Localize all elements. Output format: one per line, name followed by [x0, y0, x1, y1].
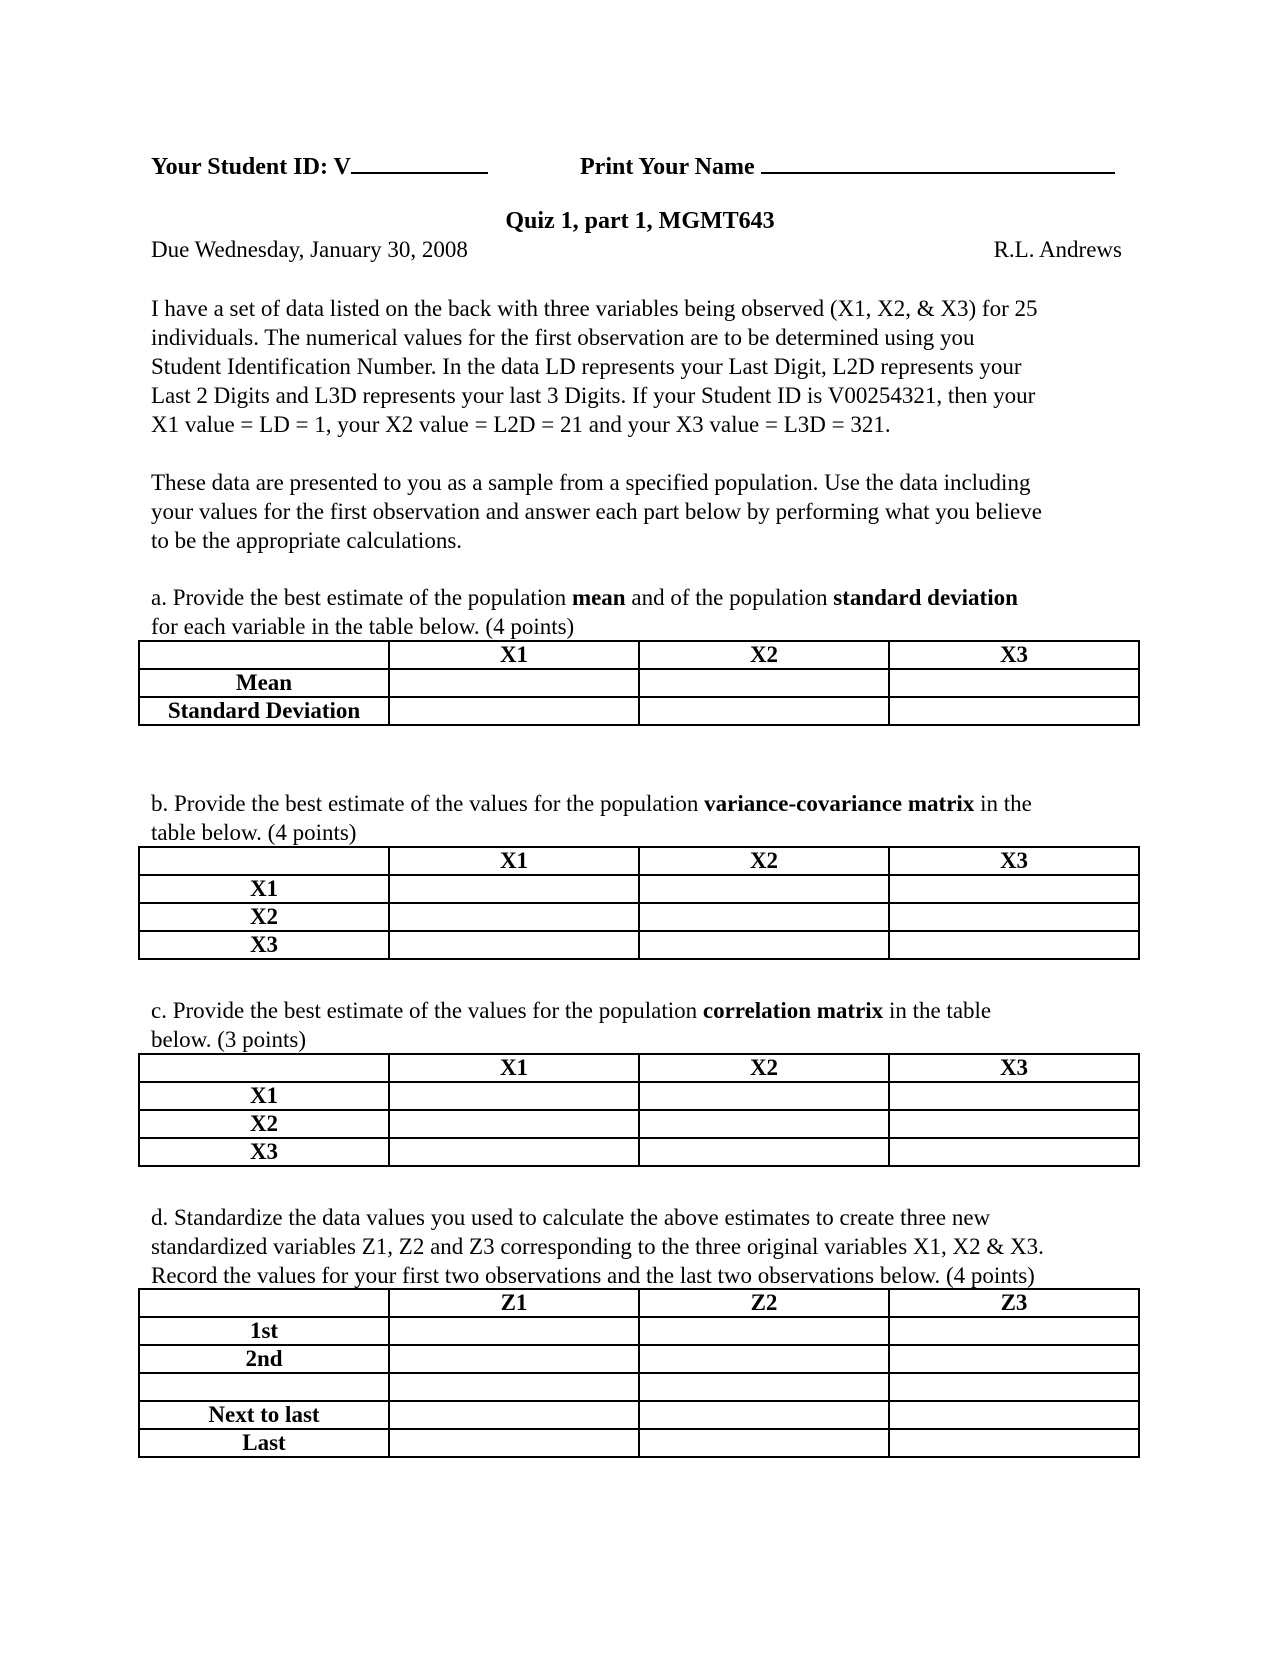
- answer-cell[interactable]: [639, 875, 889, 903]
- answer-cell[interactable]: [889, 1317, 1139, 1345]
- row-header: Mean: [139, 669, 389, 697]
- table-row: [139, 1317, 1139, 1345]
- answer-cell[interactable]: [639, 1110, 889, 1138]
- column-header: Z3: [889, 1289, 1139, 1317]
- table-row: [139, 931, 1139, 959]
- part-c-line-2: below. (3 points): [151, 1027, 307, 1052]
- table-row: [139, 697, 1139, 725]
- row-header: X3: [139, 931, 389, 959]
- answer-cell[interactable]: [389, 669, 639, 697]
- corner-cell: [139, 1054, 389, 1082]
- table-row: [139, 875, 1139, 903]
- row-header: [139, 1373, 389, 1401]
- column-header: Z1: [389, 1289, 639, 1317]
- answer-cell[interactable]: [889, 697, 1139, 725]
- student-id-field: [151, 150, 488, 181]
- answer-cell[interactable]: [389, 1401, 639, 1429]
- column-header: X2: [639, 847, 889, 875]
- answer-cell[interactable]: [889, 669, 1139, 697]
- part-c-prompt: [151, 996, 1131, 1054]
- answer-cell[interactable]: [389, 697, 639, 725]
- instructions-line: to be the appropriate calculations.: [151, 528, 463, 553]
- answer-cell[interactable]: [639, 1138, 889, 1166]
- part-a-prompt: [151, 583, 1131, 641]
- table-row: [139, 1401, 1139, 1429]
- answer-cell[interactable]: [889, 875, 1139, 903]
- row-header: 2nd: [139, 1345, 389, 1373]
- part-b-text: b. Provide the best estimate of the values for the population: [151, 791, 705, 816]
- answer-cell[interactable]: [639, 903, 889, 931]
- table-row: [139, 1082, 1139, 1110]
- column-header: X3: [889, 641, 1139, 669]
- answer-cell[interactable]: [889, 1138, 1139, 1166]
- part-b-line-2: table below. (4 points): [151, 820, 357, 845]
- intro-line: X1 value = LD = 1, your X2 value = L2D = 21 and your X3 value = L3D = 321.: [151, 412, 891, 437]
- row-header: X1: [139, 1082, 389, 1110]
- part-d-table: [138, 1288, 1140, 1458]
- part-d-line: d. Standardize the data values you used to calculate the above estimates to create three new: [151, 1205, 991, 1230]
- answer-cell[interactable]: [639, 931, 889, 959]
- column-header: X1: [389, 1054, 639, 1082]
- answer-cell[interactable]: [889, 1373, 1139, 1401]
- table-row: [139, 1345, 1139, 1373]
- table-row-spacer: [139, 1373, 1139, 1401]
- answer-cell[interactable]: [389, 1429, 639, 1457]
- answer-cell[interactable]: [389, 1345, 639, 1373]
- part-d-prompt: [151, 1203, 1131, 1290]
- answer-cell[interactable]: [639, 1317, 889, 1345]
- row-header: Next to last: [139, 1401, 389, 1429]
- part-d-line: Record the values for your first two observations and the last two observations below. (4 points): [151, 1263, 1035, 1288]
- column-header: X2: [639, 1054, 889, 1082]
- intro-line: individuals. The numerical values for the first observation are to be determined using you: [151, 325, 975, 350]
- column-header: Z2: [639, 1289, 889, 1317]
- row-header: Last: [139, 1429, 389, 1457]
- part-b-keyword: variance-covariance matrix: [704, 791, 975, 816]
- table-row: [139, 1110, 1139, 1138]
- column-header: X3: [889, 1054, 1139, 1082]
- part-c-text: c. Provide the best estimate of the values for the population: [151, 998, 703, 1023]
- name-label: Print Your Name: [580, 154, 755, 180]
- answer-cell[interactable]: [389, 1317, 639, 1345]
- column-header: X1: [389, 641, 639, 669]
- instructions-line: your values for the first observation and answer each part below by performing what you believe: [151, 499, 1042, 524]
- author: R.L. Andrews: [993, 237, 1122, 262]
- part-a-keyword-mean: mean: [571, 585, 626, 610]
- answer-cell[interactable]: [389, 1373, 639, 1401]
- intro-line: Student Identification Number. In the data LD represents your Last Digit, L2D represents your: [151, 354, 1022, 379]
- part-b-text: in the: [974, 791, 1032, 816]
- answer-cell[interactable]: [639, 1082, 889, 1110]
- row-header: X2: [139, 1110, 389, 1138]
- student-id-label: Your Student ID: V: [151, 154, 351, 180]
- instructions-line: These data are presented to you as a sample from a specified population. Use the data including: [151, 470, 1031, 495]
- name-field: [580, 150, 1115, 181]
- corner-cell: [139, 1289, 389, 1317]
- answer-cell[interactable]: [389, 931, 639, 959]
- table-header-row: [139, 641, 1139, 669]
- table-header-row: [139, 847, 1139, 875]
- answer-cell[interactable]: [639, 697, 889, 725]
- corner-cell: [139, 847, 389, 875]
- answer-cell[interactable]: [889, 1429, 1139, 1457]
- part-a-line-1: [151, 583, 1131, 612]
- column-header: X2: [639, 641, 889, 669]
- table-header-row: [139, 1054, 1139, 1082]
- part-a-text: a. Provide the best estimate of the population: [151, 585, 572, 610]
- part-d-line: standardized variables Z1, Z2 and Z3 corresponding to the three original variables X1, X2 & X3.: [151, 1234, 1044, 1259]
- part-c-table: [138, 1053, 1140, 1167]
- answer-cell[interactable]: [889, 1345, 1139, 1373]
- quiz-title: Quiz 1, part 1, MGMT643: [505, 208, 775, 234]
- date-line: [151, 237, 1122, 263]
- answer-cell[interactable]: [389, 875, 639, 903]
- row-header: 1st: [139, 1317, 389, 1345]
- due-date: Due Wednesday, January 30, 2008: [151, 237, 468, 262]
- column-header: X3: [889, 847, 1139, 875]
- row-header: Standard Deviation: [139, 697, 389, 725]
- table-row: [139, 903, 1139, 931]
- name-blank[interactable]: [761, 150, 1115, 174]
- intro-line: Last 2 Digits and L3D represents your last 3 Digits. If your Student ID is V00254321, then your: [151, 383, 1036, 408]
- table-row: [139, 1138, 1139, 1166]
- part-b-line-1: [151, 789, 1131, 818]
- answer-cell[interactable]: [389, 903, 639, 931]
- answer-cell[interactable]: [889, 931, 1139, 959]
- part-a-text: and of the population: [625, 585, 834, 610]
- part-a-keyword-sd: standard deviation: [833, 585, 1018, 610]
- table-row: [139, 669, 1139, 697]
- corner-cell: [139, 641, 389, 669]
- part-a-line-2: for each variable in the table below. (4 points): [151, 614, 575, 639]
- student-id-blank[interactable]: [351, 150, 488, 174]
- answer-cell[interactable]: [889, 1110, 1139, 1138]
- intro-paragraph: [151, 294, 1131, 439]
- answer-cell[interactable]: [639, 1401, 889, 1429]
- answer-cell[interactable]: [389, 1138, 639, 1166]
- part-c-text: in the table: [883, 998, 992, 1023]
- column-header: X1: [389, 847, 639, 875]
- part-c-keyword: correlation matrix: [702, 998, 884, 1023]
- answer-cell[interactable]: [639, 669, 889, 697]
- part-b-table: [138, 846, 1140, 960]
- part-a-table: [138, 640, 1140, 726]
- answer-cell[interactable]: [639, 1373, 889, 1401]
- answer-cell[interactable]: [889, 1401, 1139, 1429]
- table-row: [139, 1429, 1139, 1457]
- row-header: X1: [139, 875, 389, 903]
- answer-cell[interactable]: [639, 1345, 889, 1373]
- answer-cell[interactable]: [639, 1429, 889, 1457]
- table-header-row: [139, 1289, 1139, 1317]
- part-c-line-1: [151, 996, 1131, 1025]
- answer-cell[interactable]: [389, 1082, 639, 1110]
- part-b-prompt: [151, 789, 1131, 847]
- intro-line: I have a set of data listed on the back with three variables being observed (X1, X2, & X3) for 25: [151, 296, 1038, 321]
- instructions-paragraph: [151, 468, 1131, 555]
- answer-cell[interactable]: [889, 903, 1139, 931]
- answer-cell[interactable]: [389, 1110, 639, 1138]
- answer-cell[interactable]: [889, 1082, 1139, 1110]
- row-header: X2: [139, 903, 389, 931]
- row-header: X3: [139, 1138, 389, 1166]
